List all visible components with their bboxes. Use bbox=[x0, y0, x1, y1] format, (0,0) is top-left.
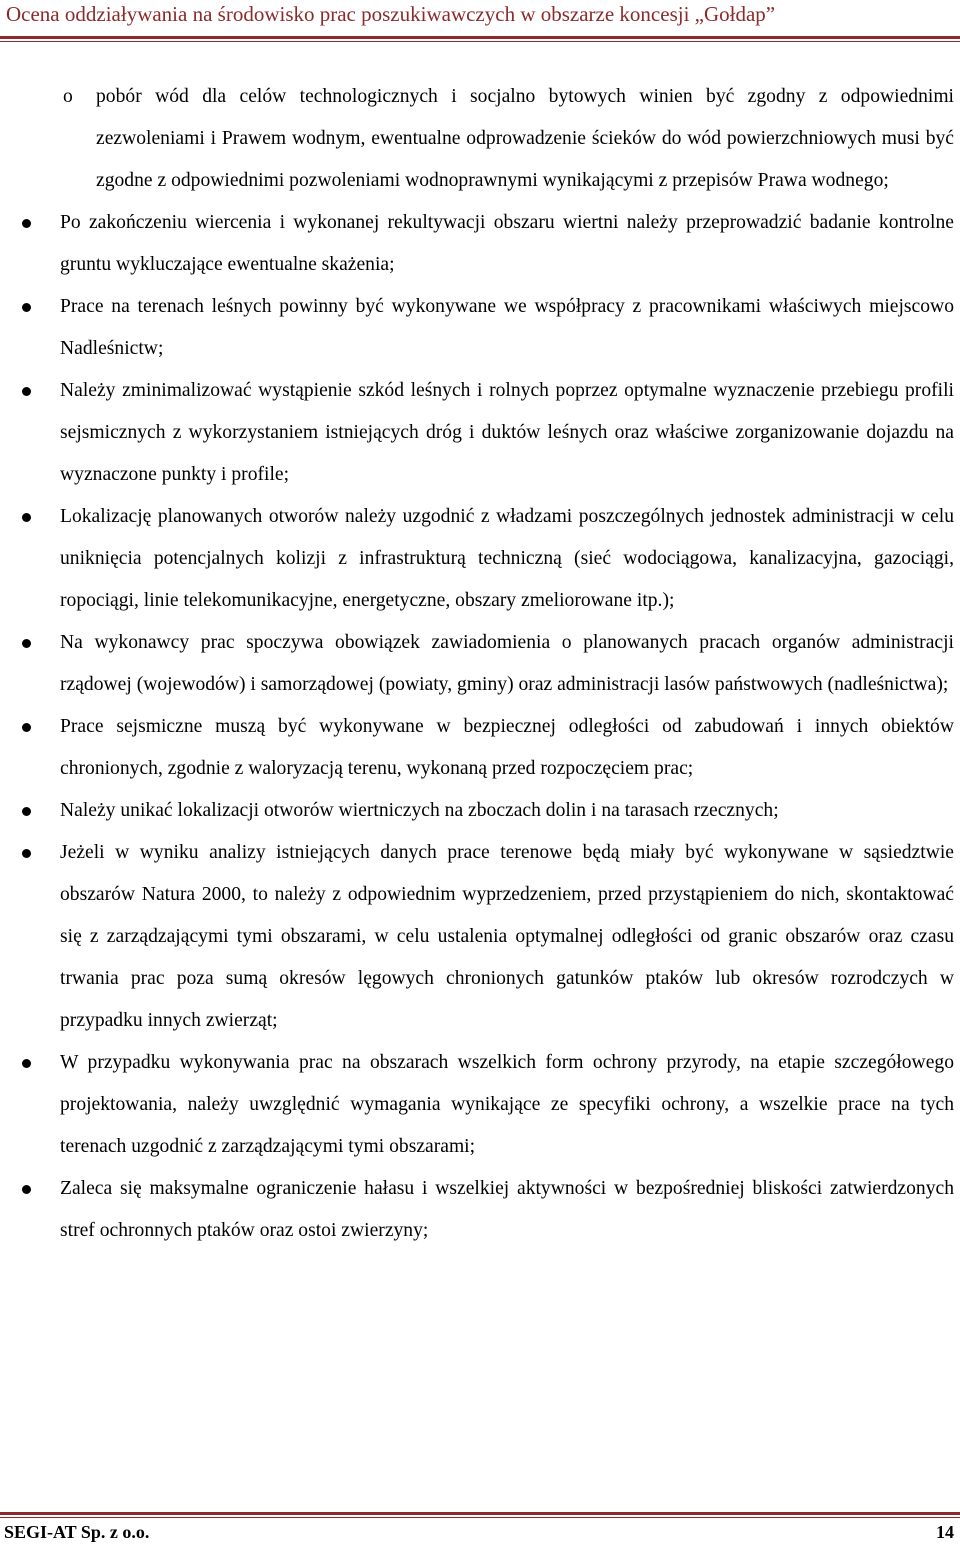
list-item-text: Należy unikać lokalizacji otworów wiertniczych na zboczach dolin i na tarasach rzecznych; bbox=[60, 800, 779, 821]
company-name: SEGI-AT Sp. z o.o. bbox=[4, 1522, 150, 1542]
document-body bbox=[0, 76, 960, 1252]
list-item-text: Po zakończeniu wiercenia i wykonanej rekultywacji obszaru wiertni należy przeprowadzić badanie kontrolne gruntu wykluczające ewentualne skażenia; bbox=[60, 212, 954, 275]
footer-rule-thin bbox=[0, 1517, 960, 1518]
list-item-text: Lokalizację planowanych otworów należy uzgodnić z władzami poszczególnych jednostek administracji w celu uniknięcia potencjalnych kolizji z infrastrukturą techniczną (sieć wodociągowa, kanalizacyjna, gazociągi, ropociągi, linie telekomunikacyjne, energetyczne, obszary zmeliorowane itp.); bbox=[60, 506, 954, 611]
bullet-icon bbox=[22, 513, 31, 522]
list-item bbox=[0, 790, 960, 832]
bullet-icon bbox=[22, 387, 31, 396]
list-item-text: Jeżeli w wyniku analizy istniejących danych prace terenowe będą miały być wykonywane w sąsiedztwie obszarów Natura 2000, to należy z odpowiednim wyprzedzeniem, przed przystąpieniem do nich, skontaktować się z zarządzającymi tymi obszarami, w celu ustalenia optymalnej odległości od granic obszarów oraz czasu trwania prac poza sumą okresów lęgowych chronionych gatunków ptaków lub okresów rozrodczych w przypadku innych zwierząt; bbox=[60, 842, 954, 1031]
list-item-text: Zaleca się maksymalne ograniczenie hałasu i wszelkiej aktywności w bezpośredniej bliskości zatwierdzonych stref ochronnych ptaków oraz ostoi zwierzyny; bbox=[60, 1178, 954, 1241]
footer-rule bbox=[0, 1512, 960, 1515]
bullet-icon bbox=[22, 1185, 31, 1194]
page-number: 14 bbox=[936, 1522, 954, 1542]
page-footer bbox=[0, 1510, 960, 1544]
list-item bbox=[0, 622, 960, 706]
sub-list-item bbox=[0, 76, 960, 202]
list-item bbox=[0, 1042, 960, 1168]
bullet-icon bbox=[22, 219, 31, 228]
list-item bbox=[0, 286, 960, 370]
page-header bbox=[0, 0, 960, 48]
document-title: Ocena oddziaływania na środowisko prac poszukiwawczych w obszarze koncesji „Gołdap” bbox=[6, 2, 776, 26]
list-item bbox=[0, 832, 960, 1042]
list-item-text: Prace na terenach leśnych powinny być wykonywane we współpracy z pracownikami właściwych miejscowo Nadleśnictw; bbox=[60, 296, 954, 359]
bullet-icon bbox=[22, 639, 31, 648]
bullet-icon bbox=[22, 723, 31, 732]
list-item bbox=[0, 1168, 960, 1252]
bullet-icon bbox=[22, 303, 31, 312]
list-item bbox=[0, 370, 960, 496]
header-rule-thin bbox=[0, 41, 960, 42]
bullet-icon bbox=[22, 849, 31, 858]
list-item bbox=[0, 202, 960, 286]
list-item bbox=[0, 496, 960, 622]
header-rule bbox=[0, 36, 960, 39]
bullet-icon bbox=[22, 1059, 31, 1068]
list-item-text: Prace sejsmiczne muszą być wykonywane w bezpiecznej odległości od zabudowań i innych obiektów chronionych, zgodnie z waloryzacją terenu, wykonaną przed rozpoczęciem prac; bbox=[60, 716, 954, 779]
list-item bbox=[0, 706, 960, 790]
circle-bullet-icon: o bbox=[63, 86, 73, 107]
list-item-text: W przypadku wykonywania prac na obszarach wszelkich form ochrony przyrody, na etapie szczegółowego projektowania, należy uwzględnić wymagania wynikające ze specyfiki ochrony, a wszelkie prace na tych terenach uzgodnić z zarządzającymi tymi obszarami; bbox=[60, 1052, 954, 1157]
sub-list-item-text: pobór wód dla celów technologicznych i socjalno bytowych winien być zgodny z odpowiednimi zezwoleniami i Prawem wodnym, ewentualne odprowadzenie ścieków do wód powierzchniowych musi być zgodne z odpowiednimi pozwoleniami wodnoprawnymi wynikającymi z przepisów Prawa wodnego; bbox=[96, 86, 954, 191]
bullet-icon bbox=[22, 807, 31, 816]
list-item-text: Na wykonawcy prac spoczywa obowiązek zawiadomienia o planowanych pracach organów administracji rządowej (wojewodów) i samorządowej (powiaty, gminy) oraz administracji lasów państwowych (nadleśnictwa); bbox=[60, 632, 954, 695]
list-item-text: Należy zminimalizować wystąpienie szkód leśnych i rolnych poprzez optymalne wyznaczenie przebiegu profili sejsmicznych z wykorzystaniem istniejących dróg i duktów leśnych oraz właściwe zorganizowanie dojazdu na wyznaczone punkty i profile; bbox=[60, 380, 954, 485]
